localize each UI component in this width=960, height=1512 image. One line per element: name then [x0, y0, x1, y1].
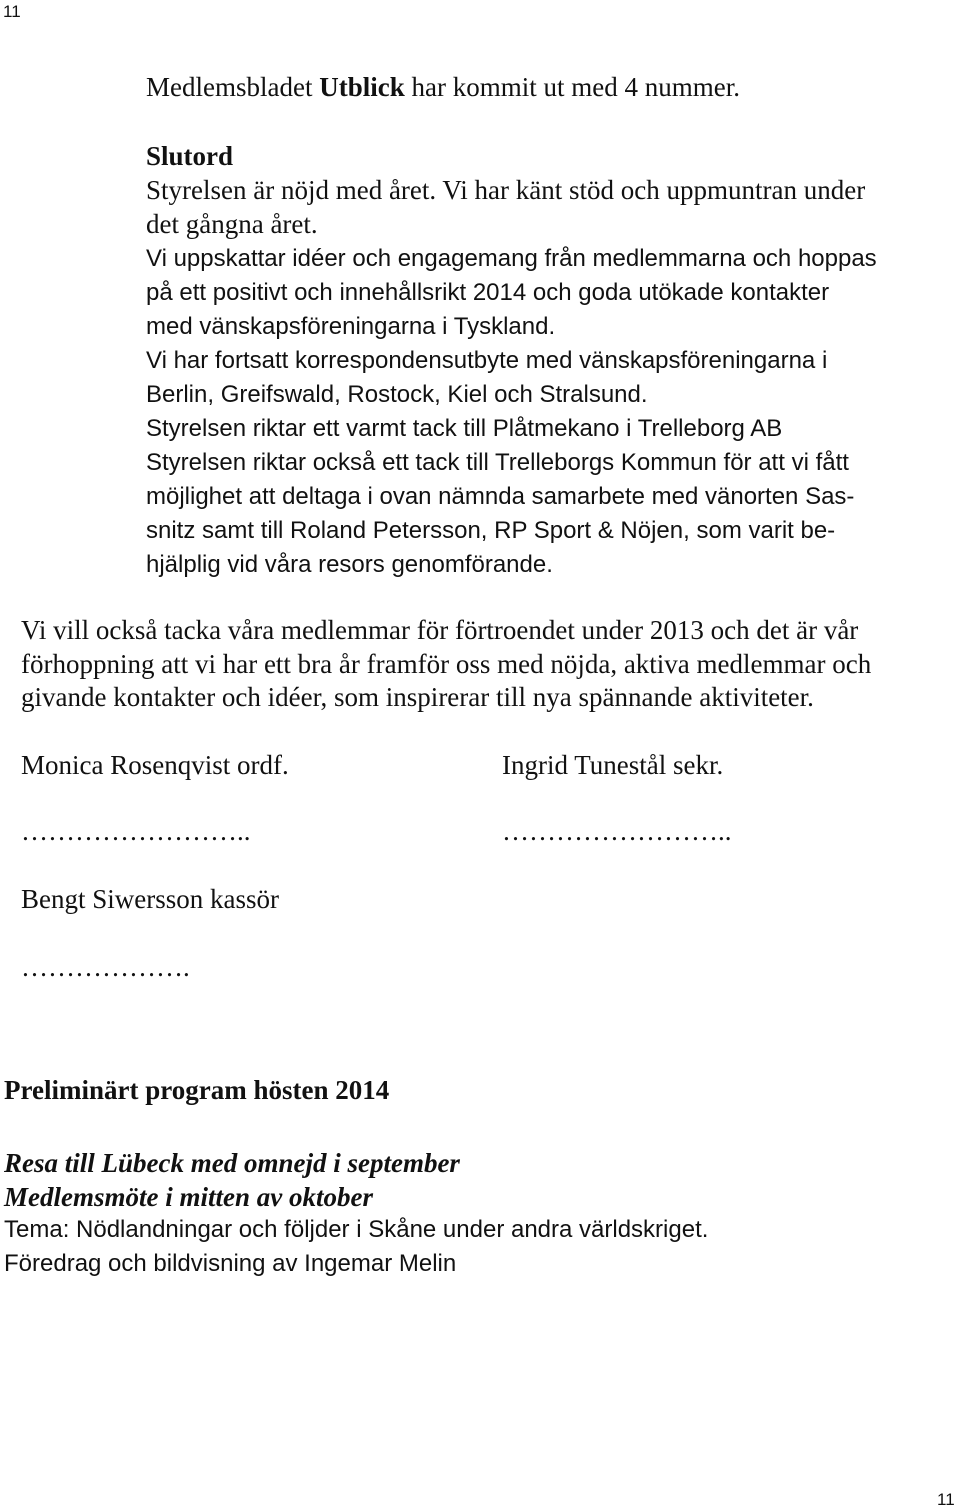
slutord-serif-line: det gångna året.	[146, 208, 318, 239]
signature-line-chair: ……………………..	[21, 816, 251, 846]
intro-text-after: har kommit ut med 4 nummer.	[404, 72, 740, 102]
thanks-paragraph	[21, 614, 871, 715]
slutord-sans-line: snitz samt till Roland Petersson, RP Sport & Nöjen, som varit be-	[146, 517, 836, 544]
signature-name-treasurer: Bengt Siwersson kassör	[21, 884, 279, 914]
newsletter-name: Utblick	[319, 72, 405, 102]
slutord-sans-line: Berlin, Greifswald, Rostock, Kiel och Stralsund.	[146, 381, 648, 408]
signature-line-treasurer: ……………….	[21, 952, 190, 982]
signature-line-secretary: ……………………..	[502, 816, 732, 846]
signature-name-secretary: Ingrid Tunestål sekr.	[502, 750, 724, 780]
thanks-line: förhoppning att vi har ett bra år framför oss med nöjda, aktiva medlemmar och	[21, 648, 872, 679]
program-item: Medlemsmöte i mitten av oktober	[4, 1181, 373, 1212]
page-number-top: 11	[3, 2, 21, 21]
slutord-serif-line: Styrelsen är nöjd med året. Vi har känt stöd och uppmuntran under	[146, 175, 866, 205]
slutord-sans-line: möjlighet att deltaga i ovan nämnda samarbete med vänorten Sas-	[146, 483, 855, 510]
slutord-sans-line: Styrelsen riktar ett varmt tack till Plåtmekano i Trelleborg AB	[146, 415, 783, 442]
slutord-sans-line: Vi uppskattar idéer och engagemang från medlemmarna och hoppas	[146, 245, 877, 272]
thanks-line: Vi vill också tacka våra medlemmar för förtroendet under 2013 och det är vår	[21, 615, 859, 645]
program-detail-line: Föredrag och bildvisning av Ingemar Melin	[4, 1250, 457, 1277]
slutord-sans-line: hjälplig vid våra resors genomförande.	[146, 551, 553, 578]
intro-paragraph	[146, 72, 740, 103]
slutord-heading: Slutord	[146, 141, 234, 171]
slutord-sans-line: Styrelsen riktar också ett tack till Trelleborgs Kommun för att vi fått	[146, 449, 849, 476]
program-detail-line: Tema: Nödlandningar och följder i Skåne under andra världskriget.	[4, 1216, 709, 1243]
intro-text-before: Medlemsbladet	[146, 72, 320, 102]
thanks-line: givande kontakter och idéer, som inspirerar till nya spännande aktiviteter.	[21, 682, 814, 712]
slutord-sans-line: på ett positivt och innehållsrikt 2014 och goda utökade kontakter	[146, 279, 830, 306]
slutord-sans-block	[146, 242, 877, 582]
slutord-serif-block	[146, 174, 865, 241]
slutord-sans-line: med vänskapsföreningarna i Tyskland.	[146, 313, 556, 340]
signature-name-chair: Monica Rosenqvist ordf.	[21, 750, 289, 780]
page-number-bottom: 11	[937, 1490, 955, 1509]
program-list	[4, 1147, 460, 1214]
program-details	[4, 1213, 708, 1281]
program-heading: Preliminärt program hösten 2014	[4, 1075, 390, 1105]
program-item: Resa till Lübeck med omnejd i september	[4, 1148, 460, 1178]
slutord-sans-line: Vi har fortsatt korrespondensutbyte med vänskapsföreningarna i	[146, 347, 828, 374]
